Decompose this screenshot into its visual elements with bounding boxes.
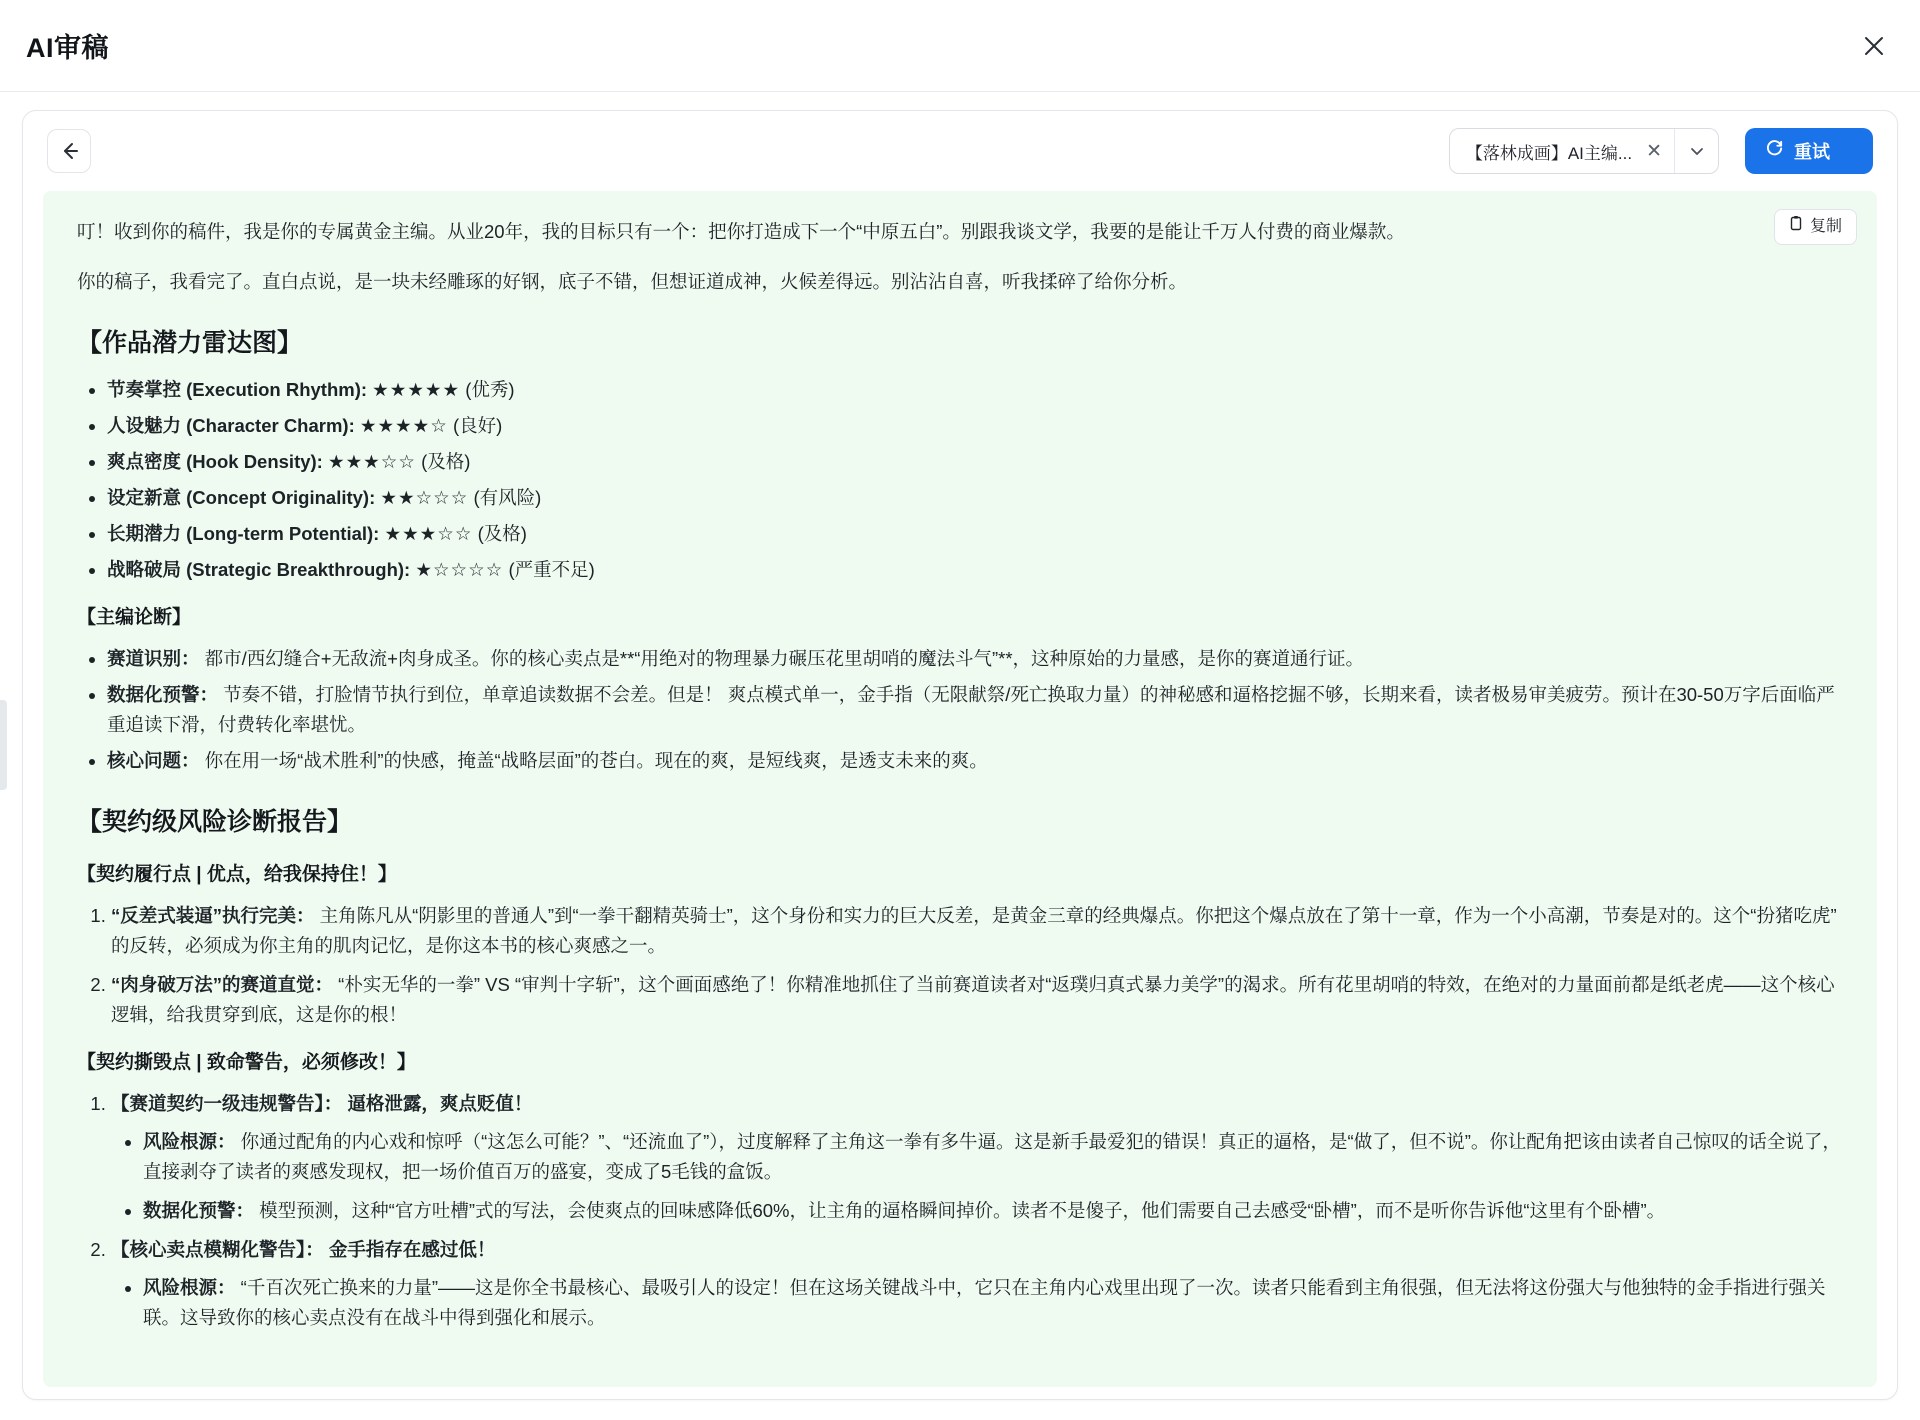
subsection-title-strengths: 【契约履行点 | 优点，给我保持住！】 xyxy=(77,864,397,886)
warning-label: 【核心卖点模糊化警告】： xyxy=(111,1238,324,1260)
retry-button[interactable] xyxy=(1745,128,1873,174)
chevron-down-icon[interactable] xyxy=(1674,129,1718,173)
list-item xyxy=(111,970,1843,1030)
copy-button[interactable] xyxy=(1774,209,1857,245)
warning-sub-text: “千百次死亡换来的力量”——这是你全书最核心、最吸引人的设定！但在这场关键战斗中，它只在主角内心戏里出现了一次。读者只能看到主角很强，但无法将这份强大与他独特的金手指进行强关联。这导致你的核心卖点没有在战斗中得到强化和展示。 xyxy=(143,1276,1826,1328)
verdict-text: 都市/西幻缝合+无敌流+肉身成圣。你的核心卖点是**“用绝对的物理暴力碾压花里胡哨的魔法斗气”**，这种原始的力量感，是你的赛道通行证。 xyxy=(204,648,1365,670)
document-chip-label: 【落林成画】AI主编... xyxy=(1465,143,1633,163)
list-item xyxy=(143,1196,1843,1226)
list-item xyxy=(107,644,1843,674)
radar-rating: (及格) xyxy=(477,523,527,545)
verdict-label: 数据化预警： xyxy=(107,683,219,705)
list-item xyxy=(107,555,1843,585)
back-button[interactable] xyxy=(47,129,91,173)
radar-label: 长期潜力 (Long-term Potential): xyxy=(107,523,380,545)
warning-sub-text: 模型预测，这种“官方吐槽”式的写法，会使爽点的回味感降低60%，让主角的逼格瞬间掉价。读者不是傻子，他们需要自己去感受“卧槽”，而不是听你告诉他“这里有个卧槽”。 xyxy=(259,1199,1666,1221)
radar-label: 爽点密度 (Hook Density): xyxy=(107,451,323,473)
warnings-list xyxy=(77,1089,1843,1333)
list-item xyxy=(107,680,1843,740)
page-title: AI审稿 xyxy=(26,33,109,63)
radar-list xyxy=(77,375,1843,585)
section-title-radar: 【作品潜力雷达图】 xyxy=(77,328,303,357)
close-icon[interactable] xyxy=(1854,26,1894,66)
card-toolbar xyxy=(23,111,1897,191)
list-item xyxy=(143,1273,1843,1333)
review-content xyxy=(43,191,1877,1387)
radar-label: 节奏掌控 (Execution Rhythm): xyxy=(107,379,368,401)
refresh-icon xyxy=(1765,139,1784,163)
strength-label: “肉身破万法”的赛道直觉： xyxy=(111,974,334,996)
list-item xyxy=(107,746,1843,776)
window-header xyxy=(0,0,1920,92)
clipboard-icon xyxy=(1789,214,1803,240)
radar-rating: (有风险) xyxy=(473,487,542,509)
subsection-title-warnings: 【契约撕毁点 | 致命警告，必须修改！】 xyxy=(77,1052,416,1074)
radar-label: 设定新意 (Concept Originality): xyxy=(107,487,376,509)
verdict-label: 赛道识别： xyxy=(107,648,200,670)
warning-sub-label: 风险根源： xyxy=(143,1276,236,1298)
strength-text: “朴实无华的一拳” VS “审判十字斩”，这个画面感绝了！你精准地抓住了当前赛道读者对“返璞归真式暴力美学”的渴求。所有花里胡哨的特效，在绝对的力量面前都是纸老虎——这个核心逻辑，给我贯穿到底，这是你的根！ xyxy=(111,974,1835,1026)
warning-sub-text: 你通过配角的内心戏和惊呼（“这怎么可能？”、“还流血了”），过度解释了主角这一拳有多牛逼。这是新手最爱犯的错误！真正的逼格，是“做了，但不说”。你让配角把该由读者自己惊叹的话全说了，直接剥夺了读者的爽感发现权，把一场价值百万的盛宴，变成了5毛钱的盒饭。 xyxy=(143,1130,1841,1182)
radar-rating: (优秀) xyxy=(465,379,515,401)
radar-stars: ★★★☆☆ xyxy=(327,451,416,473)
warning-sub-list xyxy=(111,1273,1843,1333)
strength-text: 主角陈凡从“阴影里的普通人”到“一拳干翻精英骑士”，这个身份和实力的巨大反差，是黄金三章的经典爆点。你把这个爆点放在了第十一章，作为一个小高潮，节奏是对的。这个“扮猪吃虎”的反转，必须成为你主角的肌肉记忆，是你这本书的核心爽感之一。 xyxy=(111,905,1837,957)
radar-stars: ★★★★☆ xyxy=(359,415,448,437)
list-item xyxy=(107,447,1843,477)
list-item xyxy=(111,1235,1843,1333)
copy-button-label: 复制 xyxy=(1809,218,1842,236)
radar-stars: ★★★★★ xyxy=(372,379,461,401)
warning-headline: 金手指存在感过低！ xyxy=(328,1238,496,1260)
list-item xyxy=(107,411,1843,441)
radar-stars: ★★★☆☆ xyxy=(384,523,473,545)
list-item xyxy=(111,901,1843,961)
verdict-list xyxy=(77,644,1843,776)
scroll-handle[interactable] xyxy=(0,700,7,790)
warning-sub-list xyxy=(111,1127,1843,1226)
document-chip-remove-icon[interactable]: ✕ xyxy=(1646,140,1662,162)
list-item xyxy=(107,375,1843,405)
list-item xyxy=(143,1127,1843,1187)
warning-label: 【赛道契约一级违规警告】： xyxy=(111,1092,343,1114)
intro-paragraph-1: 叮！收到你的稿件，我是你的专属黄金主编。从业20年，我的目标只有一个：把你打造成下一个“中原五白”。别跟我谈文学，我要的是能让千万人付费的商业爆款。 xyxy=(77,221,1405,242)
warning-sub-label: 风险根源： xyxy=(143,1130,236,1152)
section-title-risk-report: 【契约级风险诊断报告】 xyxy=(77,807,353,836)
list-item xyxy=(107,483,1843,513)
radar-rating: (良好) xyxy=(452,415,503,437)
strength-label: “反差式装逼”执行完美： xyxy=(111,905,315,927)
radar-stars: ★★☆☆☆ xyxy=(380,487,469,509)
radar-rating: (及格) xyxy=(421,451,471,473)
list-item xyxy=(107,519,1843,549)
strengths-list xyxy=(77,901,1843,1030)
retry-button-label: 重试 xyxy=(1794,142,1830,162)
radar-label: 战略破局 (Strategic Breakthrough): xyxy=(107,559,411,581)
warning-headline: 逼格泄露，爽点贬值！ xyxy=(347,1092,533,1114)
radar-stars: ★☆☆☆☆ xyxy=(415,559,504,581)
verdict-text: 节奏不错，打脸情节执行到位，单章追读数据不会差。但是！ 爽点模式单一，金手指（无限献祭/死亡换取力量）的神秘感和逼格挖掘不够，长期来看，读者极易审美疲劳。预计在30-50万字后面临严重追读下滑，付费转化率堪忧。 xyxy=(107,683,1835,735)
warning-sub-label: 数据化预警： xyxy=(143,1199,255,1221)
radar-rating: (严重不足) xyxy=(508,559,595,581)
section-title-verdict: 【主编论断】 xyxy=(77,607,192,629)
verdict-label: 核心问题： xyxy=(107,749,200,771)
verdict-text: 你在用一场“战术胜利”的快感，掩盖“战略层面”的苍白。现在的爽，是短线爽，是透支未来的爽。 xyxy=(204,749,988,771)
radar-label: 人设魅力 (Character Charm): xyxy=(107,415,355,437)
list-item xyxy=(111,1089,1843,1226)
intro-paragraph-2: 你的稿子，我看完了。直白点说，是一块未经雕琢的好钢，底子不错，但想证道成神，火候差得远。别沾沾自喜，听我揉碎了给你分析。 xyxy=(77,270,1188,292)
review-card xyxy=(22,110,1898,1400)
document-chip[interactable] xyxy=(1449,128,1719,174)
